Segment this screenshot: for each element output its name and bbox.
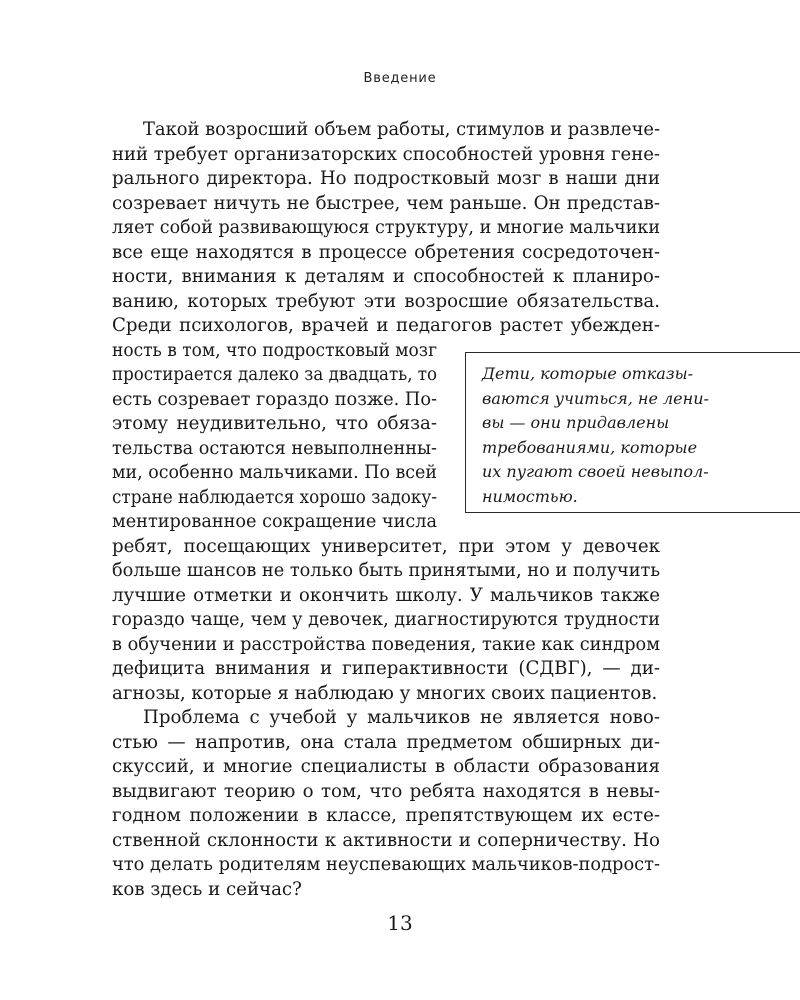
text-line: Такой возросший объем работы, стимулов и развлече-	[143, 119, 660, 140]
text-line: простирается далеко за двадцать, то	[112, 364, 437, 385]
text-line: ний требует организаторских способностей уровня гене-	[112, 143, 660, 165]
text-line: что делать родителям неуспевающих мальчиков-подрост-	[112, 854, 660, 875]
text-line: этому неудивительно, что обяза-	[112, 413, 437, 434]
text-line: ности, внимания к деталям и способностей к планиро-	[112, 266, 660, 287]
text-line: ми, особенно мальчиками. По всей	[112, 462, 437, 483]
text-line: выдвигают теорию о том, что ребята находятся в невы-	[112, 780, 660, 802]
text-line: скуссий, и многие специалисты в области образования	[112, 756, 660, 777]
text-line: дефицита внимания и гиперактивности (СДВГ), — ди-	[112, 658, 660, 679]
text-line: агнозы, которые я наблюдаю у многих своих пациентов.	[112, 682, 658, 704]
text-line: ванию, которых требуют эти возросшие обязательства.	[112, 290, 660, 312]
pull-quote-line: вы — они придавлены	[482, 413, 670, 433]
pull-quote-line: Дети, которые отказы-	[482, 364, 694, 383]
pull-quote-box	[465, 352, 800, 513]
text-line: ребят, посещающих университет, при этом у девочек	[112, 535, 660, 557]
pull-quote-line: их пугают своей невыпол-	[482, 462, 709, 482]
pull-quote-line: нимостью.	[482, 487, 578, 506]
text-line: ственной склонности к активности и соперничеству. Но	[112, 829, 660, 851]
text-line: больше шансов не только быть принятыми, но и получить	[112, 560, 660, 581]
pull-quote-line: ваются учиться, не лени-	[482, 388, 709, 408]
text-line: Проблема с учебой у мальчиков не является ново-	[143, 707, 660, 728]
page-number: 13	[387, 911, 413, 935]
text-line: в обучении и расстройства поведения, такие как синдром	[112, 633, 660, 655]
running-header: Введение	[363, 71, 437, 86]
text-line: рального директора. Но подростковый мозг в наши дни	[112, 168, 660, 189]
text-line: Среди психологов, врачей и педагогов растет убежден-	[112, 315, 660, 336]
text-line: ность в том, что подростковый мозг	[112, 339, 437, 361]
pull-quote-line: требованиями, которые	[482, 437, 698, 457]
text-line: созревает ничуть не быстрее, чем раньше. Он представ-	[112, 192, 660, 214]
text-line: ляет собой развивающуюся структуру, и многие мальчики	[112, 217, 660, 238]
text-line: годном положении в классе, препятствующем их есте-	[112, 805, 660, 826]
text-line: ков здесь и сейчас?	[112, 878, 302, 900]
text-line: лучшие отметки и окончить школу. У мальчиков также	[112, 584, 660, 606]
text-line: гораздо чаще, чем у девочек, диагностируются трудности	[112, 609, 660, 630]
text-line: стране наблюдается хорошо задоку-	[112, 486, 437, 508]
text-line: стью — напротив, она стала предметом обширных ди-	[112, 731, 660, 753]
text-line: есть созревает гораздо позже. По-	[112, 388, 437, 410]
text-line: все еще находятся в процессе обретения сосредоточен-	[112, 241, 660, 263]
text-line: тельства остаются невыполненны-	[112, 437, 437, 459]
text-line: ментированное сокращение числа	[112, 511, 437, 532]
